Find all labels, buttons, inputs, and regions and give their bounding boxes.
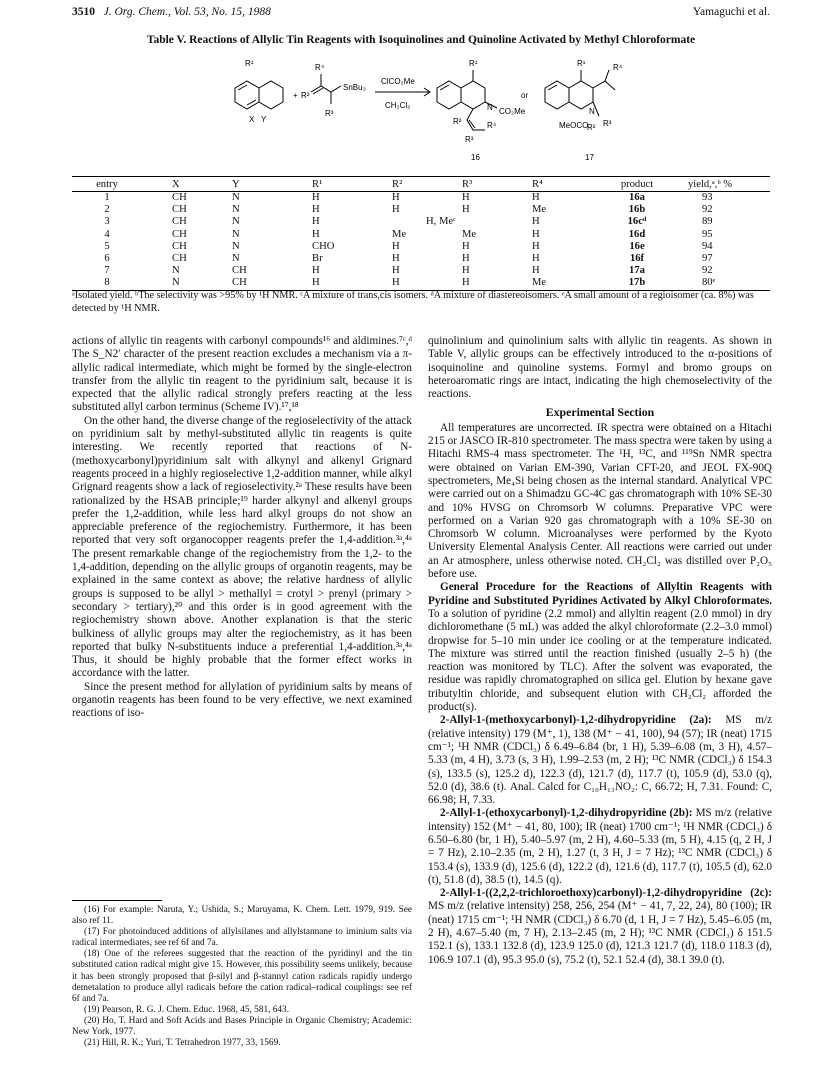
- scheme-x: X: [249, 115, 255, 124]
- cell: 7: [104, 265, 110, 277]
- cell: H: [392, 265, 400, 277]
- table-row: [72, 229, 770, 241]
- col-x: X: [142, 177, 232, 192]
- section-heading: Experimental Section: [545, 405, 655, 420]
- cell: N: [232, 216, 240, 228]
- cell: CH: [172, 204, 187, 216]
- paragraph: [428, 714, 772, 807]
- cell: Br: [312, 253, 323, 265]
- scheme-r4-b: R⁴: [487, 121, 497, 130]
- paragraph: [428, 887, 772, 967]
- scheme-r1-b: R¹: [469, 59, 478, 68]
- col-entry: entry: [72, 177, 142, 192]
- cell: 16a: [629, 192, 645, 203]
- product-17-label: 17: [585, 153, 594, 162]
- cell: 89: [702, 216, 713, 228]
- authors: Yamaguchi et al.: [692, 6, 770, 18]
- cell: Me: [462, 228, 477, 240]
- col-y: Y: [232, 177, 312, 192]
- cell: 92: [702, 204, 713, 216]
- cell: CH: [232, 265, 247, 277]
- cell: CH: [172, 192, 187, 203]
- cell: H: [532, 228, 540, 240]
- cell: CH: [232, 277, 312, 290]
- cell: 93: [702, 192, 713, 203]
- cell: H: [532, 253, 540, 265]
- reaction-scheme: [215, 48, 635, 170]
- cell: 95: [702, 228, 713, 240]
- cell: 16b: [628, 204, 646, 216]
- cell: H: [392, 253, 400, 265]
- paragraph-heading: 2-Allyl-1-(methoxycarbonyl)-1,2-dihydropyridine (2a):: [440, 714, 712, 727]
- cell: 94: [702, 240, 713, 252]
- scheme-r3-a: R³: [325, 109, 334, 118]
- scheme-plus: +: [293, 91, 298, 100]
- cell: H: [312, 192, 320, 203]
- reference: (21) Hill, R. K.; Yuri, T. Tetrahedron 1977, 33, 1569.: [84, 1038, 281, 1049]
- cell: H: [462, 253, 470, 265]
- cell: 4: [104, 228, 110, 240]
- cell: 92: [702, 265, 713, 277]
- right-column: [428, 335, 772, 967]
- table-row: [72, 253, 770, 265]
- scheme-y: Y: [261, 115, 267, 124]
- paragraph-heading: 2-Allyl-1-(ethoxycarbonyl)-1,2-dihydropyridine (2b):: [440, 807, 693, 820]
- scheme-r4-a: R⁴: [315, 63, 325, 72]
- reagent-below: CH₂Cl₂: [385, 101, 411, 110]
- results-table: [72, 176, 770, 291]
- cell: 5: [104, 240, 110, 252]
- col-product: product: [602, 177, 672, 192]
- cell: 6: [104, 253, 110, 265]
- col-r3: R³: [462, 177, 532, 192]
- reference: (18) One of the referees suggested that the reaction of the pyridinyl and the tin substituted cation radical might give 15. However, this possibility seems unlikely, because it has been strongly proposed that β-silyl and β-stannyl cation radicals rapidly undergo demetalation to produce allyl radicals before the cation radical–radical couplings: see ref 6f and 7a.: [72, 949, 412, 1004]
- cell: 80ᵉ: [672, 277, 770, 290]
- table-row: [72, 277, 770, 290]
- scheme-tin: SnBu₃: [343, 83, 366, 92]
- scheme-r3-c: R³: [603, 119, 612, 128]
- cell: 16cᵈ: [627, 216, 647, 228]
- scheme-co2me: CO₂Me: [499, 107, 526, 116]
- cell: H: [392, 204, 400, 216]
- scheme-n-b: N: [487, 103, 493, 112]
- col-r2: R²: [392, 177, 462, 192]
- col-yield: yield,ᵃ,ᵇ %: [672, 177, 770, 192]
- scheme-r1-c: R¹: [577, 59, 586, 68]
- table-title: Table V. Reactions of Allylic Tin Reagents with Isoquinolines and Quinoline Activated by Methyl Chloroformate: [146, 34, 696, 46]
- page-number: 3510: [72, 6, 95, 18]
- cell: H: [532, 192, 540, 203]
- cell: 3: [104, 216, 110, 228]
- cell: 17a: [629, 265, 645, 277]
- cell: H: [312, 216, 320, 228]
- cell: N: [232, 240, 240, 252]
- table-row: [72, 204, 770, 216]
- cell: CH: [172, 253, 187, 265]
- cell: CH: [172, 240, 187, 252]
- table-row: [72, 192, 770, 205]
- cell: 97: [702, 253, 713, 265]
- paragraph-body: MS m/z (relative intensity) 179 (M⁺, 1), 138 (M⁺ − 41, 100), 94 (57); IR (neat) 1715 cm⁻¹; ¹H NMR (CDCl₃) δ 6.49–6.84 (br, 1 H), 5.39–6.08 (m, 3 H), 4.57–5.33 (m, 4 H), 3.73 (s, 3 H), 1.99–2.53 (m, 2 H); ¹³C NMR (CDCl₃) δ 154.3 (s), 133.5 (s), 125.2 d), 122.3 (d), 121.7 (d), 117.7 (t), 105.9 (d), 53.0 (q), 52.0 (d), 38.6 (t). Anal. Calcd for C₁₀H₁₃NO₂: C, 66.72; H, 7.31. Found: C, 66.98; H, 7.33.: [428, 714, 772, 807]
- cell: H, Meᶜ: [426, 216, 456, 228]
- paragraph: actions of allylic tin reagents with carbonyl compounds¹⁶ and aldimines.⁷ᶜ,ᵈ The S_N2′ character of the present reaction excludes a mechanism via a π-allylic radical intermediate, which might be formed by the single-electron transfer from the allylic tin reagent to the pyridinium salt, because it is expected that the allylic radical strongly prefers reacting at the less substituted allyl carbon terminus (Scheme IV).¹⁷,¹⁸: [72, 335, 412, 414]
- cell: H: [392, 277, 462, 290]
- running-header: [72, 6, 770, 22]
- cell: N: [232, 228, 240, 240]
- cell: CH: [172, 228, 187, 240]
- cell: H: [312, 204, 320, 216]
- paragraph-body: To a solution of pyridine (2.2 mmol) and allyltin reagent (2.0 mmol) in dry dichloromethane (5 mL) was added the alkyl chloroformate (2.2–3.0 mmol) dropwise for 5–10 min under ice cooling or at the temperature indicated. The mixture was stirred until the reaction finished (usually 2–5 h) (the reaction was monitored by TLC). After the solvent was evaporated, the residue was rapidly chromatographed on silica gel. Elution by hexane gave tributyltin chloride, and subsequent elution with CH₂Cl₂ afforded the product(s).: [428, 607, 772, 714]
- cell: N: [142, 277, 232, 290]
- cell: H: [312, 228, 320, 240]
- cell: 16f: [629, 253, 645, 265]
- paragraph: On the other hand, the diverse change of the regioselectivity of the attack on pyridinium salt by methyl-substituted allylic tin reagents is quite interesting. We recently reported that reactions of N-(methoxycarbonyl)pyridinium salt with alkynyl and alkenyl Grignard reagents proceed in a highly regioselective 1,2-addition manner, while alkyl Grignard reagents show a lack of regioselectivity.²ᵃ These results have been rationalized by the HSAB principle;¹⁹ harder alkynyl and alkenyl groups prefer the 1,2-addition, while less hard alkyl groups do not show an appreciable preference of the regiochemistry. Furthermore, it has been reported that very soft organocopper reagents prefer the 1,4-addition.³ᵃ,⁴ᵃ The present remarkable change of the regiochemistry from the 1,2- to the 1,4-addition, depending on the allylic groups of organotin reagents, may be explained in the same context as above; the relative hardness of allylic groups is supposed to be allyl > methallyl = crotyl > prenyl (primary > secondary > tertiary),²⁰ and this order is in good agreement with the regiochemistry shown above. Another explanation is that the steric bulkiness of allylic groups may alter the regiochemistry, as it has been reported that bulky N-substituents induce a preferential 1,4-addition.³ᵃ,⁴ᵃ Thus, it should be highly probable that the former effect works in accordance with the latter.: [72, 414, 412, 680]
- paragraph-heading: 2-Allyl-1-((2,2,2-trichloroethoxy)carbonyl)-1,2-dihydropyridine (2c):: [440, 887, 772, 900]
- cell: Me: [532, 277, 602, 290]
- scheme-r2-a: R²: [301, 91, 310, 100]
- cell: Me: [532, 204, 547, 216]
- cell: H: [462, 277, 532, 290]
- scheme-or: or: [521, 91, 529, 100]
- cell: N: [172, 265, 180, 277]
- reference: (16) For example: Naruta, Y.; Ushida, S.; Maruyama, K. Chem. Lett. 1979, 919. See also ref 11.: [72, 905, 412, 927]
- table-footnote: ᵃIsolated yield. ᵇThe selectivity was >95% by ¹H NMR. ᶜA mixture of trans,cis isomers. ᵈA mixture of diastereoisomers. ᵉA small amount of a regioisomer (ca. 8%) was detected by ¹H NMR.: [72, 290, 754, 314]
- scheme-r1-a: R¹: [245, 59, 254, 68]
- cell: H: [312, 277, 392, 290]
- cell: H: [532, 265, 540, 277]
- reference: (20) Ho, T. Hard and Soft Acids and Bases Principle in Organic Chemistry; Academic: New York, 1977.: [72, 1015, 412, 1038]
- scheme-meoco: MeOCO: [559, 121, 589, 130]
- paragraph: [428, 807, 772, 887]
- paragraph: quinolinium and quinolinium salts with allylic tin reagents. As shown in Table V, allylic groups can be effectively introduced to the α-positions of isoquinoline and quinoline systems. Formyl and bromo groups on heteroaromatic rings are intact, indicating the high chemoselectivity of the reactions.: [428, 335, 772, 401]
- cell: N: [232, 192, 240, 203]
- cell: 16d: [628, 228, 646, 240]
- cell: H: [532, 240, 540, 252]
- scheme-n-c: N: [589, 107, 595, 116]
- cell: H: [392, 240, 400, 252]
- cell: CHO: [312, 240, 335, 252]
- left-column: [72, 335, 412, 721]
- cell: H: [462, 192, 470, 203]
- scheme-r2-c: R²: [587, 123, 596, 132]
- cell: Me: [392, 228, 407, 240]
- col-r1: R¹: [312, 177, 392, 192]
- cell: 1: [104, 192, 110, 203]
- cell: H: [532, 216, 540, 228]
- paragraph-body: MS m/z (relative intensity) 258, 256, 254 (M⁺ − 41, 7, 22, 24), 80 (100); IR (neat) 1715 cm⁻¹; ¹H NMR (CDCl₃) δ 6.70 (d, 1 H, J = 7 Hz), 5.45–6.05 (m, 2 H), 4.67–5.40 (m, 7 H), 2.13–2.45 (m, 2 H); ¹³C NMR (CDCl₃) δ 151.5 152.1 (s), 133.1 132.8 (d), 123.9 125.0 (d), 121.3 121.7 (d), 118.0 118.3 (d), 106.9 107.1 (d), 95.3 95.0 (s), 75.2 (t), 52.1 52.4 (d), 38.1 39.0 (t).: [428, 900, 772, 966]
- cell: N: [232, 204, 240, 216]
- table-row: [72, 265, 770, 277]
- reference: (19) Pearson, R. G. J. Chem. Educ. 1968, 45, 581, 643.: [84, 1004, 290, 1015]
- table-header-row: [72, 177, 770, 192]
- reference-divider: [72, 900, 162, 901]
- paragraph: [428, 581, 772, 714]
- cell: N: [232, 253, 240, 265]
- paragraph: All temperatures are uncorrected. IR spectra were obtained on a Hitachi 215 or JASCO IR-810 spectrometer. The mass spectra were taken by using a Hitachi RMS-4 mass spectrometer. The ¹H, ¹³C, and ¹¹⁹Sn NMR spectra were obtained on Varian EM-390, Varian CFT-20, and JEOL FX-90Q spectrometers, Me₄Si being chosen as the internal standard. Analytical VPC were carried out on a Shimadzu GC-4C gas chromatograph with 10% SE-30 and 10% HVSG on Chromsorb W columns. Preparative VPC were performed on a Varian 920 gas chromatograph with a 10% SE-30 on Chromsorb W column. Microanalyses were performed by the Kyoto University Elemental Analysis Center. All reactions were carried out under an Ar atmosphere, unless otherwise noted. CH₂Cl₂ was distilled over P₂O₅ before use.: [428, 421, 772, 581]
- scheme-r3-b: R³: [465, 135, 474, 144]
- paragraph-heading: General Procedure for the Reactions of Allyltin Reagents with Pyridine and Substituted Pyridines Activated by Alkyl Chloroformates.: [428, 581, 772, 607]
- cell: H: [312, 265, 320, 277]
- reference: (17) For photoinduced additions of allylsilanes and allylstannane to iminium salts via radical intermediates, see ref 6f and 7a.: [72, 927, 412, 949]
- references: [72, 900, 412, 1049]
- product-16-label: 16: [471, 153, 480, 162]
- journal-citation: J. Org. Chem., Vol. 53, No. 15, 1988: [103, 6, 271, 18]
- table-row: [72, 241, 770, 253]
- scheme-r2-b: R²: [453, 117, 462, 126]
- cell: 2: [104, 204, 110, 216]
- paragraph-body: MS m/z (relative intensity) 152 (M⁺ − 41, 80, 100); IR (neat) 1700 cm⁻¹; ¹H NMR (CDCl₃) δ 6.50–6.80 (br, 1 H), 5.40–5.97 (m, 2 H), 4.60–5.33 (m, 5 H), 4.15 (q, 2 H, J = 7 Hz), 2.10–2.35 (m, 2 H), 1.27 (t, 3 H, J = 7 Hz); ¹³C NMR (CDCl₃) δ 153.4 (s), 133.9 (d), 125.6 (d), 122.2 (d), 121.6 (d), 117.7 (t), 105.5 (d), 62.0 (t), 51.8 (d), 38.5 (t), 14.5 (q).: [428, 807, 772, 886]
- col-r4: R⁴: [532, 177, 602, 192]
- table-row: [72, 216, 770, 228]
- cell: 16e: [629, 240, 645, 252]
- cell: H: [392, 192, 400, 203]
- cell: 8: [72, 277, 142, 290]
- cell: H: [462, 204, 470, 216]
- cell: H: [462, 265, 470, 277]
- cell: CH: [172, 216, 187, 228]
- scheme-r4-c: R⁴: [613, 63, 623, 72]
- reagent-above: ClCO₂Me: [381, 77, 415, 86]
- cell: H: [462, 240, 470, 252]
- paragraph: Since the present method for allylation of pyridinium salts by means of organotin reagents has been found to be very effective, we next examined reactions of iso-: [72, 680, 412, 720]
- cell: 17b: [602, 277, 672, 290]
